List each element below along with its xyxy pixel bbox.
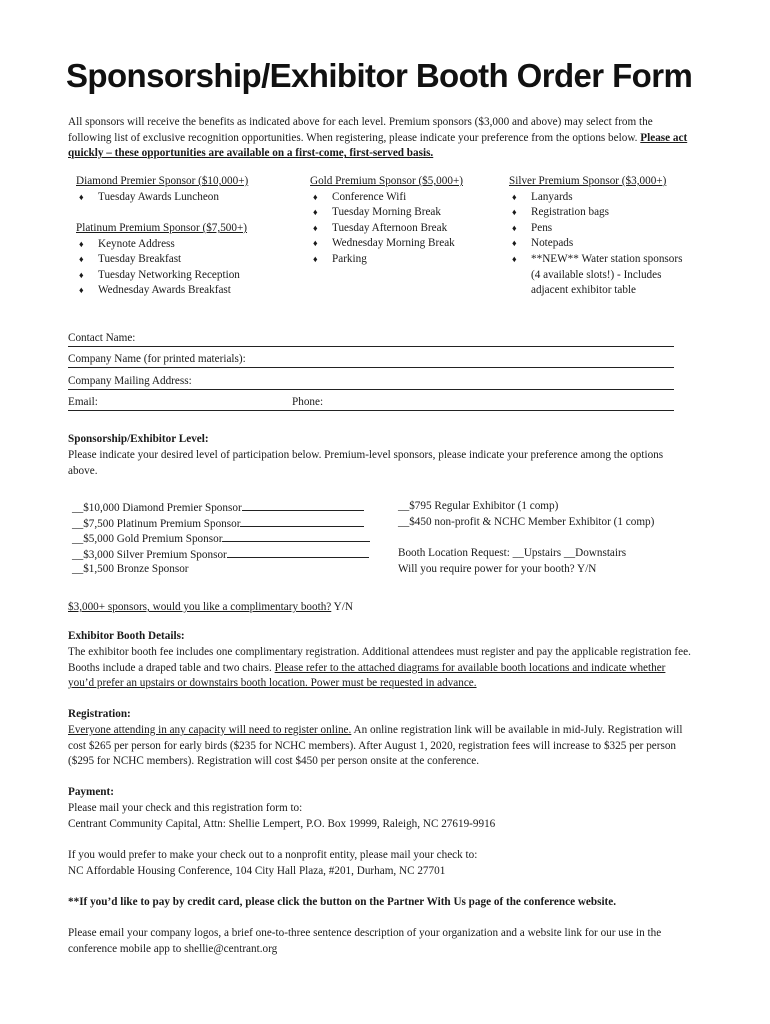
diamond-bullet-icon: ♦ (79, 269, 84, 280)
silver-tier-item: ♦ Notepads (509, 236, 689, 252)
silver-tier-list (509, 190, 689, 299)
diamond-bullet-icon: ♦ (512, 253, 517, 264)
platinum-tier-item: ♦ Keynote Address (76, 237, 296, 253)
registration-text: Everyone attending in any capacity will need to register online. An online registration link will be available in mid-July. Registration will cost $265 per person for early birds ($235 for NCHC members). After August 1, 2020, registration fees will increase to $325 per person ($295 for NCHC members). Registration will cost $450 per person onsite at the conference. (68, 724, 683, 768)
mailing-address-field[interactable] (68, 374, 674, 390)
contact-name-field[interactable] (68, 331, 674, 347)
mailing-address-label: Company Mailing Address: (68, 375, 192, 387)
silver-tier-item: ♦ Registration bags (509, 205, 689, 221)
diamond-bullet-icon: ♦ (512, 222, 517, 233)
platinum-tier-item: ♦ Wednesday Awards Breakfast (76, 283, 296, 299)
diamond-tier (76, 174, 296, 205)
silver-tier-item: ♦ Lanyards (509, 190, 689, 206)
gold-tier-item: ♦ Wednesday Morning Break (310, 236, 500, 252)
gold-tier-item: ♦ Tuesday Morning Break (310, 205, 500, 221)
gold-tier-item: ♦ Parking (310, 252, 500, 268)
gold-tier (310, 174, 500, 268)
company-name-label: Company Name (for printed materials): (68, 353, 246, 365)
gold-tier-item: ♦ Tuesday Afternoon Break (310, 221, 500, 237)
email-field[interactable] (68, 395, 292, 411)
booth-details-heading: Exhibitor Booth Details: (68, 630, 185, 642)
booth-location-request[interactable]: Booth Location Request: __Upstairs __Downstairs (398, 547, 627, 559)
diamond-bullet-icon: ♦ (79, 191, 84, 202)
diamond-bullet-icon: ♦ (512, 238, 517, 249)
company-name-field[interactable] (68, 352, 674, 368)
complimentary-booth-question[interactable]: $3,000+ sponsors, would you like a complimentary booth? Y/N (68, 601, 353, 613)
contact-name-label: Contact Name: (68, 332, 136, 344)
level-option-gold[interactable]: __$5,000 Gold Premium Sponsor (72, 530, 370, 548)
payment-line-1: Please mail your check and this registration form to: (68, 802, 303, 814)
intro-text: All sponsors will receive the benefits as indicated above for each level. Premium sponsors ($3,000 and above) may select from the following list of exclusive recognition opportunities. When registering, please indicate your preference from the options below. (68, 116, 653, 144)
booth-details-text: The exhibitor booth fee includes one complimentary registration. Additional attendees must register and pay the applicable registration fee. Booths include a draped table and two chairs. Please refer to the attached diagrams for available booth locations and indicate whether you’d prefer an upstairs or downstairs booth location. Power must be requested in advance. (68, 646, 691, 690)
credit-card-note: **If you’d like to pay by credit card, please click the button on the Partner With Us page of the conference website. (68, 896, 617, 908)
platinum-tier-item: ♦ Tuesday Networking Reception (76, 268, 296, 284)
diamond-bullet-icon: ♦ (79, 238, 84, 249)
diamond-bullet-icon: ♦ (313, 238, 318, 249)
phone-label: Phone: (292, 396, 324, 408)
diamond-tier-list (76, 190, 296, 206)
phone-field[interactable] (292, 395, 674, 411)
diamond-bullet-icon: ♦ (79, 285, 84, 296)
registration-heading: Registration: (68, 708, 131, 720)
diamond-bullet-icon: ♦ (313, 191, 318, 202)
diamond-bullet-icon: ♦ (79, 254, 84, 265)
level-instructions: Please indicate your desired level of participation below. Premium-level sponsors, please indicate your preference among the options above. (68, 449, 664, 477)
intro-emphasis: Please act quickly – these opportunities are available on a first-come, first-served basis. (68, 131, 688, 160)
diamond-bullet-icon: ♦ (512, 207, 517, 218)
email-label: Email: (68, 396, 98, 408)
intro-paragraph (68, 115, 692, 162)
silver-tier-item: ♦ **NEW** Water station sponsors (4 available slots!) - Includes adjacent exhibitor table (512, 252, 683, 297)
platinum-tier (76, 221, 296, 299)
silver-tier-heading: Silver Premium Sponsor ($3,000+) (509, 175, 667, 187)
silver-tier (509, 174, 689, 299)
page-title: Sponsorship/Exhibitor Booth Order Form (66, 57, 693, 94)
payment-line-4: NC Affordable Housing Conference, 104 City Hall Plaza, #201, Durham, NC 27701 (68, 865, 446, 877)
diamond-tier-heading: Diamond Premier Sponsor ($10,000+) (76, 175, 249, 187)
level-option-diamond[interactable]: __$10,000 Diamond Premier Sponsor (72, 499, 364, 517)
platinum-tier-item: ♦ Tuesday Breakfast (76, 252, 296, 268)
diamond-bullet-icon: ♦ (313, 222, 318, 233)
diamond-bullet-icon: ♦ (313, 253, 318, 264)
level-heading: Sponsorship/Exhibitor Level: (68, 433, 209, 445)
diamond-bullet-icon: ♦ (313, 207, 318, 218)
level-option-nonprofit-exhibitor[interactable]: __$450 non-profit & NCHC Member Exhibitor (1 comp) (398, 516, 655, 528)
diamond-tier-item: ♦ Tuesday Awards Luncheon (76, 190, 296, 206)
platinum-tier-heading: Platinum Premium Sponsor ($7,500+) (76, 222, 248, 234)
payment-line-3: If you would prefer to make your check out to a nonprofit entity, please mail your check to: (68, 849, 478, 861)
payment-heading: Payment: (68, 786, 114, 798)
power-question[interactable]: Will you require power for your booth? Y/N (398, 563, 597, 575)
diamond-bullet-icon: ♦ (512, 191, 517, 202)
logos-note: Please email your company logos, a brief one-to-three sentence description of your organization and a website link for our use in the conference mobile app to shellie@centrant.org (68, 927, 662, 955)
platinum-tier-list (76, 237, 296, 299)
level-option-bronze[interactable]: __$1,500 Bronze Sponsor (72, 563, 189, 575)
gold-tier-item: ♦ Conference Wifi (310, 190, 500, 206)
gold-tier-list (310, 190, 500, 268)
payment-line-2: Centrant Community Capital, Attn: Shellie Lempert, P.O. Box 19999, Raleigh, NC 27619-9916 (68, 818, 496, 830)
gold-tier-heading: Gold Premium Sponsor ($5,000+) (310, 175, 463, 187)
level-option-regular-exhibitor[interactable]: __$795 Regular Exhibitor (1 comp) (398, 500, 559, 512)
level-option-silver[interactable]: __$3,000 Silver Premium Sponsor (72, 546, 369, 564)
silver-tier-item: ♦ Pens (509, 221, 689, 237)
level-option-platinum[interactable]: __$7,500 Platinum Premium Sponsor (72, 515, 364, 533)
